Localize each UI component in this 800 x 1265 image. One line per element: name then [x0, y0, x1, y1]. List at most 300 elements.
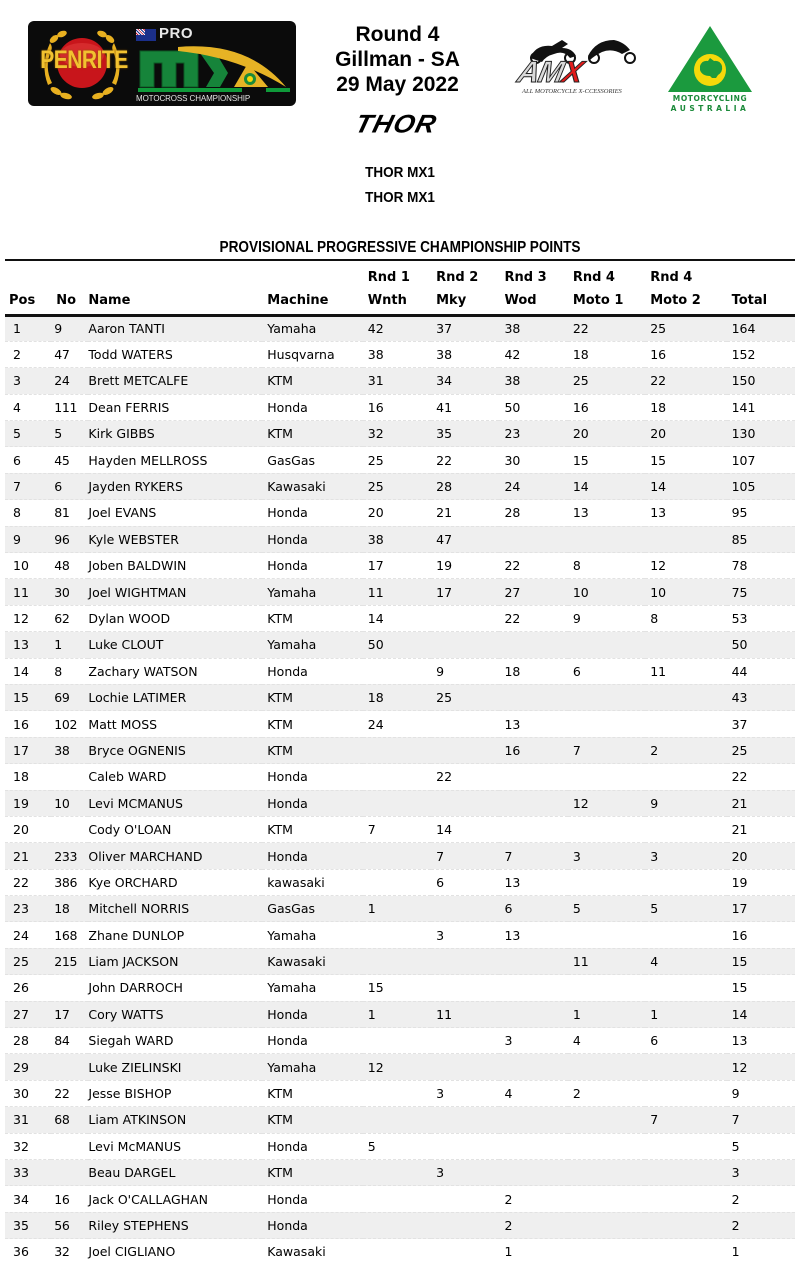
rider-name-cell: Levi MCMANUS — [88, 795, 183, 811]
total-points-cell: 44 — [731, 663, 748, 679]
total-points-cell: 78 — [731, 558, 748, 574]
pos-cell: 5 — [13, 426, 21, 442]
rnd4-moto1-points-cell — [568, 869, 645, 895]
col-header-rnd4-moto2: Rnd 4 — [650, 270, 693, 285]
rnd3-points-cell: 4 — [504, 1086, 513, 1102]
machine-cell: Honda — [267, 1138, 308, 1154]
rnd1-points-cell — [363, 658, 431, 684]
total-points-cell: 17 — [731, 901, 748, 917]
rnd4-moto1-points-cell — [568, 1186, 645, 1212]
rider-name-cell: Joel WIGHTMAN — [88, 584, 187, 600]
pos-cell: 34 — [13, 1191, 29, 1207]
rider-number-cell: 1 — [54, 637, 62, 653]
col-header-no: No — [51, 288, 88, 315]
total-points-cell: 12 — [731, 1059, 748, 1075]
table-row — [5, 526, 795, 552]
total-points-cell: 37 — [731, 716, 748, 732]
event-info — [310, 22, 485, 97]
rider-name-cell: Mitchell NORRIS — [88, 901, 190, 917]
rnd1-points-cell — [363, 1239, 431, 1265]
amx-x: X — [559, 56, 586, 89]
table-row — [5, 1160, 795, 1186]
rnd2-points-cell — [431, 975, 499, 1001]
thor-logo: THOR — [352, 109, 440, 139]
table-row — [5, 579, 795, 605]
penrite-promx-logo — [28, 21, 296, 106]
rnd2-points-cell — [431, 1186, 499, 1212]
rnd1-points-cell: 7 — [367, 822, 376, 838]
table-row — [5, 790, 795, 816]
rnd4-moto1-points-cell: 22 — [572, 321, 589, 337]
rider-number-cell: 215 — [54, 954, 78, 970]
pos-cell: 12 — [13, 610, 29, 626]
col-header-moto1: Moto 1 — [568, 288, 645, 315]
rider-name-cell: Kye ORCHARD — [88, 874, 178, 890]
rider-number-cell: 8 — [54, 663, 62, 679]
rnd3-points-cell: 13 — [504, 716, 521, 732]
table-row — [5, 1133, 795, 1159]
rnd1-points-cell — [363, 1107, 431, 1133]
table-row — [5, 816, 795, 842]
table-row — [5, 737, 795, 763]
rnd3-points-cell — [499, 684, 567, 710]
rnd1-points-cell — [363, 869, 431, 895]
rnd2-points-cell: 34 — [436, 373, 453, 389]
total-points-cell: 13 — [731, 1033, 748, 1049]
championship-points-table — [5, 262, 795, 1265]
rnd2-points-cell: 6 — [436, 874, 445, 890]
rnd3-points-cell — [499, 764, 567, 790]
pos-cell: 16 — [13, 716, 29, 732]
rider-number-cell: 9 — [54, 321, 62, 337]
table-row — [5, 975, 795, 1001]
total-points-cell: 152 — [731, 347, 756, 363]
total-points-cell: 22 — [731, 769, 748, 785]
rnd4-moto2-points-cell — [645, 1133, 726, 1159]
rnd2-points-cell: 47 — [436, 531, 453, 547]
table-row — [5, 1001, 795, 1027]
pos-cell: 22 — [13, 874, 29, 890]
machine-cell: Honda — [267, 1217, 308, 1233]
rnd1-points-cell: 31 — [367, 373, 384, 389]
table-row — [5, 1212, 795, 1238]
rider-number-cell — [51, 975, 88, 1001]
col-header-wnth: Wnth — [363, 288, 431, 315]
promx-green-bar — [138, 88, 242, 92]
table-row — [5, 341, 795, 367]
pos-cell: 17 — [13, 742, 29, 758]
machine-cell: Yamaha — [267, 927, 317, 943]
rnd3-points-cell: 7 — [504, 848, 513, 864]
rnd4-moto1-points-cell — [568, 1133, 645, 1159]
title-rule — [5, 259, 795, 261]
rider-name-cell: Zachary WATSON — [88, 663, 198, 679]
total-points-cell: 15 — [731, 954, 748, 970]
rider-number-cell — [51, 1160, 88, 1186]
table-row — [5, 1080, 795, 1106]
rnd3-points-cell: 3 — [504, 1033, 513, 1049]
rnd1-points-cell: 24 — [367, 716, 384, 732]
rider-number-cell — [51, 764, 88, 790]
machine-cell: Honda — [267, 558, 308, 574]
rnd3-points-cell — [499, 1160, 567, 1186]
rnd1-points-cell: 12 — [367, 1059, 384, 1075]
rnd1-points-cell: 50 — [367, 637, 384, 653]
rnd1-points-cell — [363, 922, 431, 948]
rnd2-points-cell: 3 — [436, 927, 445, 943]
machine-cell: kawasaki — [267, 874, 325, 890]
rnd2-points-cell: 22 — [436, 452, 453, 468]
promx-pro-label: PRO — [159, 25, 194, 42]
rnd2-points-cell — [431, 1054, 499, 1080]
col-header-rnd2: Rnd 2 — [436, 270, 479, 285]
rnd1-points-cell: 32 — [367, 426, 384, 442]
rnd4-moto2-points-cell: 12 — [650, 558, 667, 574]
col-header-name: Name — [88, 288, 262, 315]
rnd4-moto1-points-cell: 11 — [572, 954, 589, 970]
rnd4-moto1-points-cell — [568, 1212, 645, 1238]
rnd4-moto2-points-cell — [645, 1212, 726, 1238]
rnd4-moto1-points-cell: 2 — [572, 1086, 581, 1102]
total-points-cell: 107 — [731, 452, 756, 468]
total-points-cell: 50 — [731, 637, 748, 653]
rider-number-cell: 168 — [54, 927, 78, 943]
rider-name-cell: Bryce OGNENIS — [88, 742, 186, 758]
rnd2-points-cell — [431, 632, 499, 658]
rnd4-moto2-points-cell: 4 — [650, 954, 659, 970]
rider-number-cell: 38 — [54, 742, 70, 758]
machine-cell: Honda — [267, 663, 308, 679]
rnd3-points-cell: 16 — [504, 742, 521, 758]
rnd4-moto2-points-cell: 13 — [650, 505, 667, 521]
rnd4-moto2-points-cell: 10 — [650, 584, 667, 600]
rnd4-moto2-points-cell — [645, 869, 726, 895]
machine-cell: GasGas — [267, 452, 315, 468]
rnd4-moto2-points-cell — [645, 1054, 726, 1080]
penrite-brand: PENRITE — [40, 46, 128, 75]
rider-name-cell: Cody O'LOAN — [88, 822, 172, 838]
machine-cell: Honda — [267, 1033, 308, 1049]
rnd3-points-cell: 18 — [504, 663, 521, 679]
rnd4-moto1-points-cell: 12 — [572, 795, 589, 811]
pos-cell: 8 — [13, 505, 21, 521]
table-row — [5, 1186, 795, 1212]
rnd2-points-cell — [431, 896, 499, 922]
rnd2-points-cell: 7 — [436, 848, 445, 864]
rnd4-moto2-points-cell — [645, 684, 726, 710]
rider-name-cell: Lochie LATIMER — [88, 690, 187, 706]
rider-number-cell: 56 — [54, 1217, 70, 1233]
machine-cell: Honda — [267, 399, 308, 415]
rnd4-moto1-points-cell: 8 — [572, 558, 581, 574]
table-row — [5, 1054, 795, 1080]
rider-number-cell: 6 — [54, 479, 62, 495]
table-row — [5, 1028, 795, 1054]
pos-cell: 18 — [13, 769, 29, 785]
pos-cell: 3 — [13, 373, 21, 389]
ma-triangle-icon — [664, 24, 756, 94]
rnd1-points-cell: 38 — [367, 347, 384, 363]
rnd1-points-cell: 14 — [367, 610, 384, 626]
rnd4-moto1-points-cell: 18 — [572, 347, 589, 363]
total-points-cell: 105 — [731, 479, 756, 495]
table-row — [5, 843, 795, 869]
rider-name-cell: Jayden RYKERS — [88, 479, 183, 495]
rnd2-points-cell: 37 — [436, 321, 453, 337]
event-round: Round 4 — [355, 23, 440, 46]
rnd4-moto2-points-cell — [645, 1080, 726, 1106]
total-points-cell: 20 — [731, 848, 748, 864]
rnd4-moto1-points-cell: 6 — [572, 663, 581, 679]
total-points-cell: 21 — [731, 822, 748, 838]
rnd4-moto1-points-cell — [568, 632, 645, 658]
total-points-cell: 9 — [731, 1086, 740, 1102]
rider-number-cell: 84 — [54, 1033, 70, 1049]
rider-name-cell: Joben BALDWIN — [88, 558, 187, 574]
rnd3-points-cell — [499, 1107, 567, 1133]
total-points-cell: 95 — [731, 505, 748, 521]
machine-cell: KTM — [267, 610, 293, 626]
machine-cell: Yamaha — [267, 980, 317, 996]
promx-mx-mark-icon — [138, 43, 288, 93]
rnd1-points-cell — [363, 1028, 431, 1054]
rnd1-points-cell: 25 — [367, 452, 384, 468]
rnd4-moto1-points-cell — [568, 1107, 645, 1133]
rnd1-points-cell — [363, 843, 431, 869]
pos-cell: 14 — [13, 663, 29, 679]
col-header — [727, 262, 795, 288]
table-row — [5, 421, 795, 447]
pos-cell: 32 — [13, 1138, 29, 1154]
rider-name-cell: Jack O'CALLAGHAN — [88, 1191, 208, 1207]
rnd4-moto2-points-cell: 18 — [650, 399, 667, 415]
rnd3-points-cell: 22 — [504, 610, 521, 626]
rnd3-points-cell: 42 — [504, 347, 521, 363]
pos-cell: 13 — [13, 637, 29, 653]
rnd4-moto1-points-cell: 5 — [572, 901, 581, 917]
total-points-cell: 2 — [731, 1217, 740, 1233]
rnd4-moto1-points-cell — [568, 526, 645, 552]
table-row — [5, 447, 795, 473]
rnd3-points-cell — [499, 790, 567, 816]
rider-number-cell — [51, 1133, 88, 1159]
rnd3-points-cell: 2 — [504, 1217, 513, 1233]
rider-number-cell: 48 — [54, 558, 70, 574]
rnd4-moto1-points-cell: 4 — [572, 1033, 581, 1049]
total-points-cell: 21 — [731, 795, 748, 811]
rnd3-points-cell — [499, 975, 567, 1001]
rider-number-cell — [51, 816, 88, 842]
rnd2-points-cell — [431, 1133, 499, 1159]
rnd4-moto1-points-cell — [568, 1054, 645, 1080]
pos-cell: 19 — [13, 795, 29, 811]
amx-tagline: ALL MOTORCYCLE X-CCESSORIES — [522, 88, 622, 95]
promx-subtitle: MOTOCROSS CHAMPIONSHIP — [136, 94, 251, 103]
pos-cell: 9 — [13, 531, 21, 547]
table-row — [5, 764, 795, 790]
rnd4-moto2-points-cell — [645, 632, 726, 658]
machine-cell: KTM — [267, 426, 293, 442]
machine-cell: KTM — [267, 373, 293, 389]
rnd4-moto2-points-cell: 11 — [650, 663, 667, 679]
rnd4-moto1-points-cell: 9 — [572, 610, 581, 626]
amx-logo — [510, 36, 645, 98]
table-row — [5, 315, 795, 341]
total-points-cell: 7 — [731, 1112, 740, 1128]
rider-name-cell: Joel CIGLIANO — [88, 1244, 176, 1260]
rider-name-cell: Zhane DUNLOP — [88, 927, 185, 943]
rnd4-moto2-points-cell — [645, 764, 726, 790]
rnd4-moto2-points-cell: 7 — [650, 1112, 659, 1128]
rnd4-moto2-points-cell — [645, 1239, 726, 1265]
pos-cell: 29 — [13, 1059, 29, 1075]
rnd3-points-cell — [499, 1001, 567, 1027]
rider-number-cell: 233 — [54, 848, 78, 864]
rnd4-moto2-points-cell — [645, 975, 726, 1001]
rnd2-points-cell: 35 — [436, 426, 453, 442]
rnd3-points-cell: 30 — [504, 452, 521, 468]
pos-cell: 25 — [13, 954, 29, 970]
rider-number-cell: 10 — [54, 795, 70, 811]
col-header-moto2: Moto 2 — [645, 288, 726, 315]
pos-cell: 6 — [13, 452, 21, 468]
total-points-cell: 3 — [731, 1165, 740, 1181]
rnd2-points-cell — [431, 1212, 499, 1238]
rnd4-moto1-points-cell: 10 — [572, 584, 589, 600]
rnd2-points-cell: 14 — [436, 822, 453, 838]
rnd3-points-cell: 23 — [504, 426, 521, 442]
col-header-rnd4-moto1: Rnd 4 — [572, 270, 615, 285]
pos-cell: 30 — [13, 1086, 29, 1102]
machine-cell: GasGas — [267, 901, 315, 917]
rnd4-moto1-points-cell — [568, 1160, 645, 1186]
report-title: PROVISIONAL PROGRESSIVE CHAMPIONSHIP POINTS — [219, 239, 581, 256]
rnd4-moto1-points-cell — [568, 922, 645, 948]
total-points-cell: 85 — [731, 531, 748, 547]
standings-body — [5, 315, 795, 1265]
rider-name-cell: Aaron TANTI — [88, 321, 165, 337]
rnd2-points-cell — [431, 1239, 499, 1265]
rnd2-points-cell — [431, 1028, 499, 1054]
total-points-cell: 14 — [731, 1006, 748, 1022]
pos-cell: 24 — [13, 927, 29, 943]
rnd3-points-cell: 50 — [504, 399, 521, 415]
col-header-wod: Wod — [499, 288, 567, 315]
machine-cell: Yamaha — [267, 1059, 317, 1075]
rider-number-cell — [51, 1054, 88, 1080]
rnd3-points-cell: 2 — [504, 1191, 513, 1207]
table-row — [5, 1107, 795, 1133]
col-header-mky: Mky — [431, 288, 499, 315]
rnd1-points-cell: 20 — [367, 505, 384, 521]
rnd4-moto1-points-cell: 25 — [572, 373, 589, 389]
machine-cell: Honda — [267, 1191, 308, 1207]
col-header — [262, 262, 363, 288]
rnd2-points-cell: 3 — [436, 1086, 445, 1102]
rider-name-cell: Liam JACKSON — [88, 954, 179, 970]
col-header-rnd1: Rnd 1 — [367, 270, 410, 285]
rider-number-cell: 96 — [54, 531, 70, 547]
total-points-cell: 1 — [731, 1244, 740, 1260]
col-header-total: Total — [727, 288, 795, 315]
rnd1-points-cell — [363, 1160, 431, 1186]
machine-cell: KTM — [267, 822, 293, 838]
rider-name-cell: Kyle WEBSTER — [88, 531, 179, 547]
rnd1-points-cell: 18 — [367, 690, 384, 706]
rider-name-cell: Dean FERRIS — [88, 399, 170, 415]
rnd4-moto1-points-cell — [568, 975, 645, 1001]
rnd4-moto2-points-cell: 1 — [650, 1006, 659, 1022]
rnd1-points-cell — [363, 764, 431, 790]
rnd4-moto2-points-cell: 14 — [650, 479, 667, 495]
amx-am: AM — [514, 56, 567, 89]
rnd1-points-cell — [363, 948, 431, 974]
rnd3-points-cell: 6 — [504, 901, 513, 917]
rider-name-cell: Todd WATERS — [88, 347, 173, 363]
rider-number-cell: 69 — [54, 690, 70, 706]
rnd4-moto2-points-cell — [645, 1160, 726, 1186]
rider-number-cell: 17 — [54, 1006, 70, 1022]
rnd3-points-cell — [499, 1054, 567, 1080]
rnd1-points-cell: 5 — [367, 1138, 376, 1154]
rnd3-points-cell: 28 — [504, 505, 521, 521]
pos-cell: 26 — [13, 980, 29, 996]
rnd2-points-cell — [431, 1107, 499, 1133]
machine-cell: Kawasaki — [267, 479, 326, 495]
table-row — [5, 922, 795, 948]
table-row — [5, 500, 795, 526]
machine-cell: Honda — [267, 505, 308, 521]
rnd2-points-cell: 3 — [436, 1165, 445, 1181]
rider-number-cell: 16 — [54, 1191, 70, 1207]
rnd2-points-cell: 28 — [436, 479, 453, 495]
rnd4-moto1-points-cell: 15 — [572, 452, 589, 468]
rider-name-cell: Joel EVANS — [88, 505, 157, 521]
rnd4-moto2-points-cell — [645, 526, 726, 552]
rnd2-points-cell — [431, 711, 499, 737]
table-row — [5, 684, 795, 710]
rider-name-cell: Siegah WARD — [88, 1033, 174, 1049]
table-row — [5, 658, 795, 684]
col-header-machine: Machine — [262, 288, 363, 315]
rnd2-points-cell — [431, 605, 499, 631]
machine-cell: Honda — [267, 848, 308, 864]
total-points-cell: 43 — [731, 690, 748, 706]
rnd1-points-cell: 17 — [367, 558, 384, 574]
event-venue: Gillman - SA — [335, 48, 460, 71]
rnd3-points-cell: 24 — [504, 479, 521, 495]
machine-cell: KTM — [267, 1165, 293, 1181]
machine-cell: Kawasaki — [267, 1244, 326, 1260]
rider-name-cell: Riley STEPHENS — [88, 1217, 189, 1233]
rnd2-points-cell: 9 — [436, 663, 445, 679]
rider-name-cell: Kirk GIBBS — [88, 426, 155, 442]
table-row — [5, 394, 795, 420]
rnd4-moto2-points-cell: 16 — [650, 347, 667, 363]
rnd2-points-cell — [431, 737, 499, 763]
pos-cell: 31 — [13, 1112, 29, 1128]
rider-number-cell: 102 — [54, 716, 78, 732]
rnd3-points-cell: 13 — [504, 927, 521, 943]
rider-name-cell: Luke ZIELINSKI — [88, 1059, 182, 1075]
ma-line1: MOTORCYCLING — [672, 94, 748, 103]
rnd4-moto2-points-cell — [645, 922, 726, 948]
rider-name-cell: Brett METCALFE — [88, 373, 189, 389]
rnd1-points-cell: 15 — [367, 980, 384, 996]
rnd3-points-cell — [499, 816, 567, 842]
pos-cell: 11 — [13, 584, 29, 600]
rider-number-cell: 386 — [54, 874, 78, 890]
